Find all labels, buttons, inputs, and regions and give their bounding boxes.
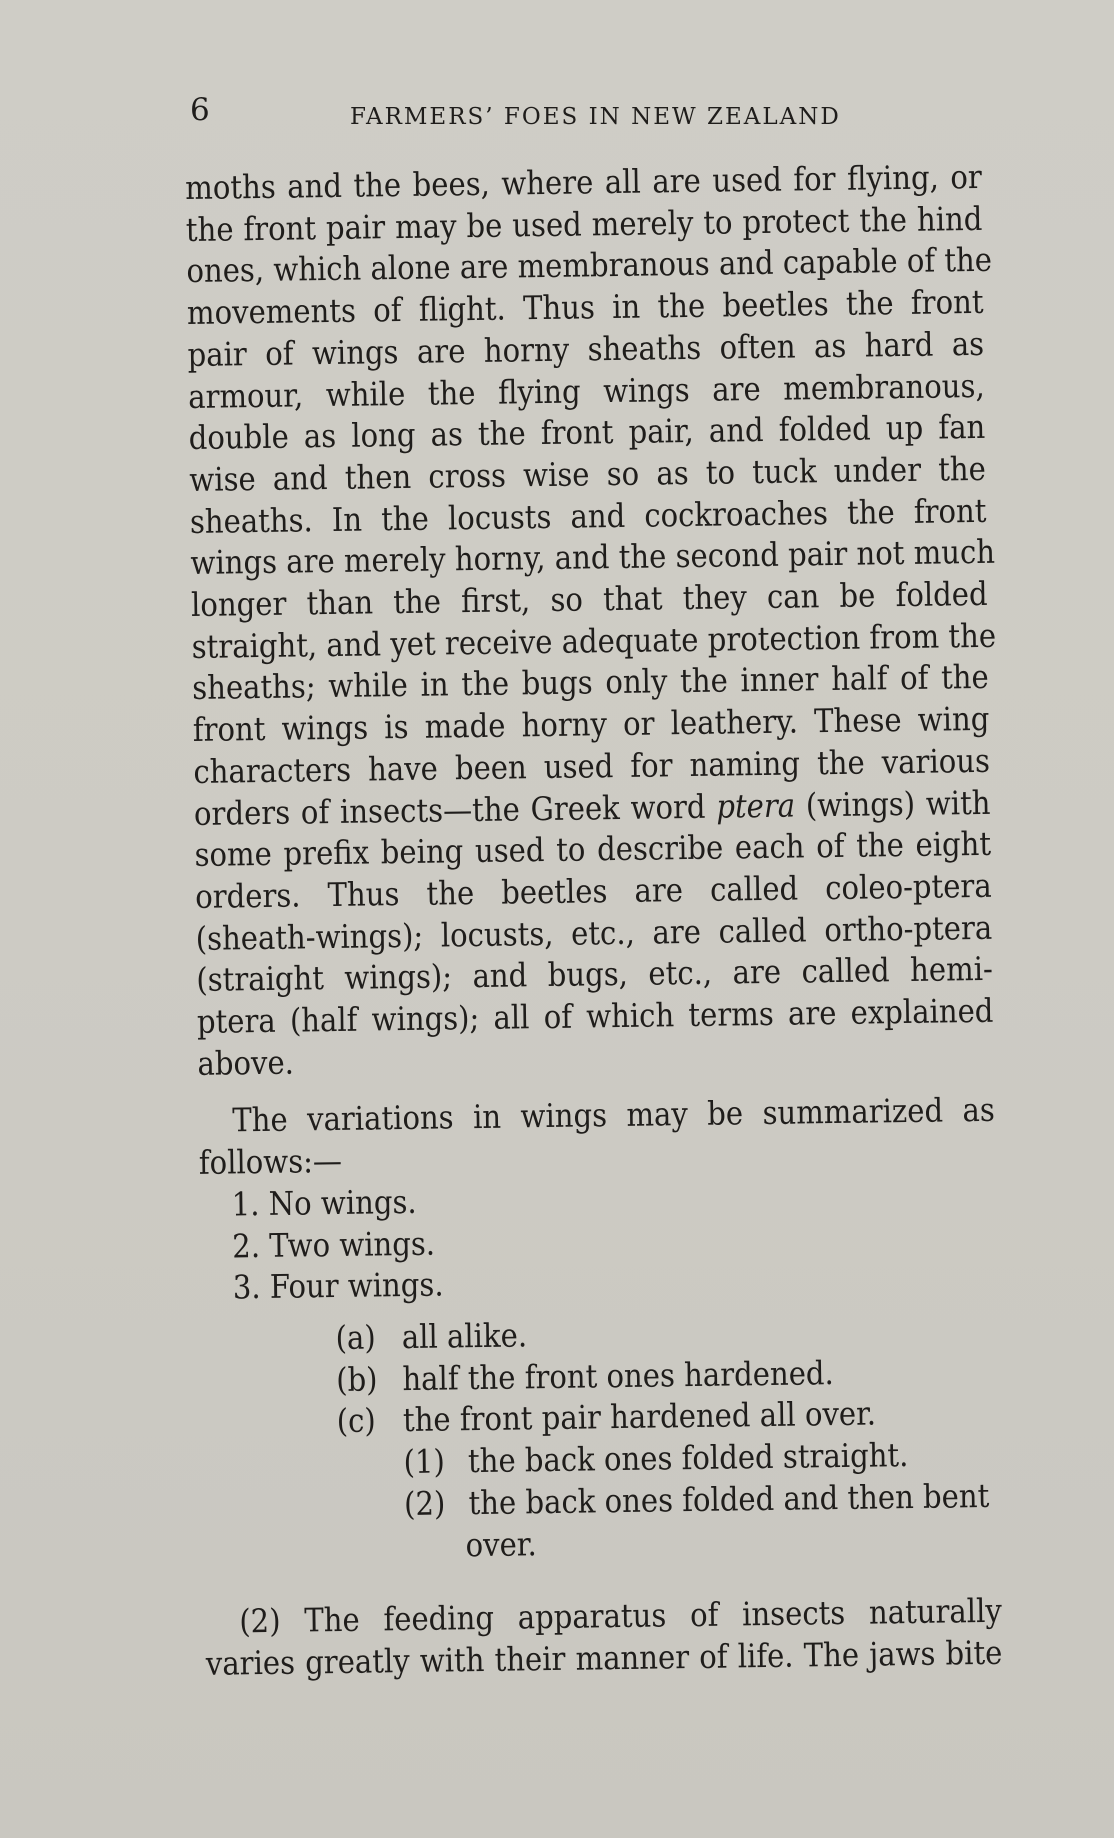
text-line: sheaths. In the locusts and cockroaches the front xyxy=(189,491,987,541)
text-line: the front pair may be used merely to protect the hind xyxy=(185,199,983,249)
sub-list-text: half the front ones hardened. xyxy=(402,1353,835,1398)
text-line: varies greatly with their manner of life. The jaws bite xyxy=(205,1633,1003,1683)
sub-list-marker: (b) xyxy=(335,1360,378,1399)
text-line: wise and then cross wise so as to tuck under the xyxy=(189,449,987,499)
running-title: FARMERS’ FOES IN NEW ZEALAND xyxy=(350,104,841,130)
text-line: (2) The feeding apparatus of insects naturally xyxy=(239,1591,1003,1641)
sub-sub-list-text: the back ones folded straight. xyxy=(467,1436,909,1481)
paragraph-wings-description xyxy=(185,157,997,1086)
list-item: 2. Two wings. xyxy=(232,1224,436,1266)
text-line: sheaths; while in the bugs only the inner half of the xyxy=(192,658,990,708)
text-line: movements of flight. Thus in the beetles the front xyxy=(186,282,984,333)
text-line: straight, and yet receive adequate protection from the xyxy=(191,616,997,666)
text-line: some prefix being used to describe each of the eight xyxy=(194,825,992,875)
list-item: 1. No wings. xyxy=(231,1182,417,1224)
sub-sub-list-marker: (1) xyxy=(403,1442,446,1482)
text-line: pair of wings are horny sheaths often as hard as xyxy=(187,324,985,374)
text-line: moths and the bees, where all are used for flying, or xyxy=(185,157,983,207)
sub-sub-list-marker: (2) xyxy=(403,1484,446,1523)
page-header xyxy=(190,92,920,132)
list-item: 3. Four wings. xyxy=(232,1265,444,1307)
paragraph-feeding-apparatus xyxy=(205,1591,1003,1686)
sub-list-text: all alike. xyxy=(401,1316,528,1357)
wing-variations-list xyxy=(199,1174,1001,1570)
italic-term-ptera: ptera xyxy=(716,786,796,826)
text-line: orders. Thus the beetles are called coleo-ptera xyxy=(194,866,992,916)
text-line: (sheath-wings); locusts, etc., are called ortho-ptera xyxy=(195,908,993,958)
text-line: ones, which alone are membranous and capable of the xyxy=(186,241,993,291)
text-run: (wings) with xyxy=(794,783,991,825)
text-line: ptera (half wings); all of which terms are explained xyxy=(196,991,994,1041)
paragraph-variations xyxy=(198,1090,996,1185)
text-line: wings are merely horny, and the second pair not much xyxy=(190,533,996,583)
text-line: The variations in wings may be summarized as xyxy=(232,1091,996,1140)
text-line: front wings is made horny or leathery. These wing xyxy=(192,699,990,750)
text-run: orders of insects—the Greek word xyxy=(193,787,717,833)
sub-sub-list-text: the back ones folded and then bent xyxy=(468,1476,990,1522)
page-number: 6 xyxy=(190,92,210,128)
text-line: armour, while the flying wings are membranous, xyxy=(187,366,985,416)
text-line: characters have been used for naming the various xyxy=(193,741,991,791)
sub-list-marker: (a) xyxy=(335,1318,376,1357)
sub-list-text: the front pair hardened all over. xyxy=(402,1394,877,1440)
text-line: follows:— xyxy=(198,1142,343,1183)
body-text xyxy=(185,157,1003,1686)
sub-list-marker: (c) xyxy=(336,1401,377,1441)
text-line: (straight wings); and bugs, etc., are called hemi- xyxy=(196,950,994,1000)
text-line: longer than the first, so that they can be folded xyxy=(190,574,988,624)
text-line: double as long as the front pair, and folded up fan xyxy=(188,408,986,458)
sub-sub-list-continuation: over. xyxy=(465,1524,537,1564)
text-line: above. xyxy=(197,1043,295,1083)
